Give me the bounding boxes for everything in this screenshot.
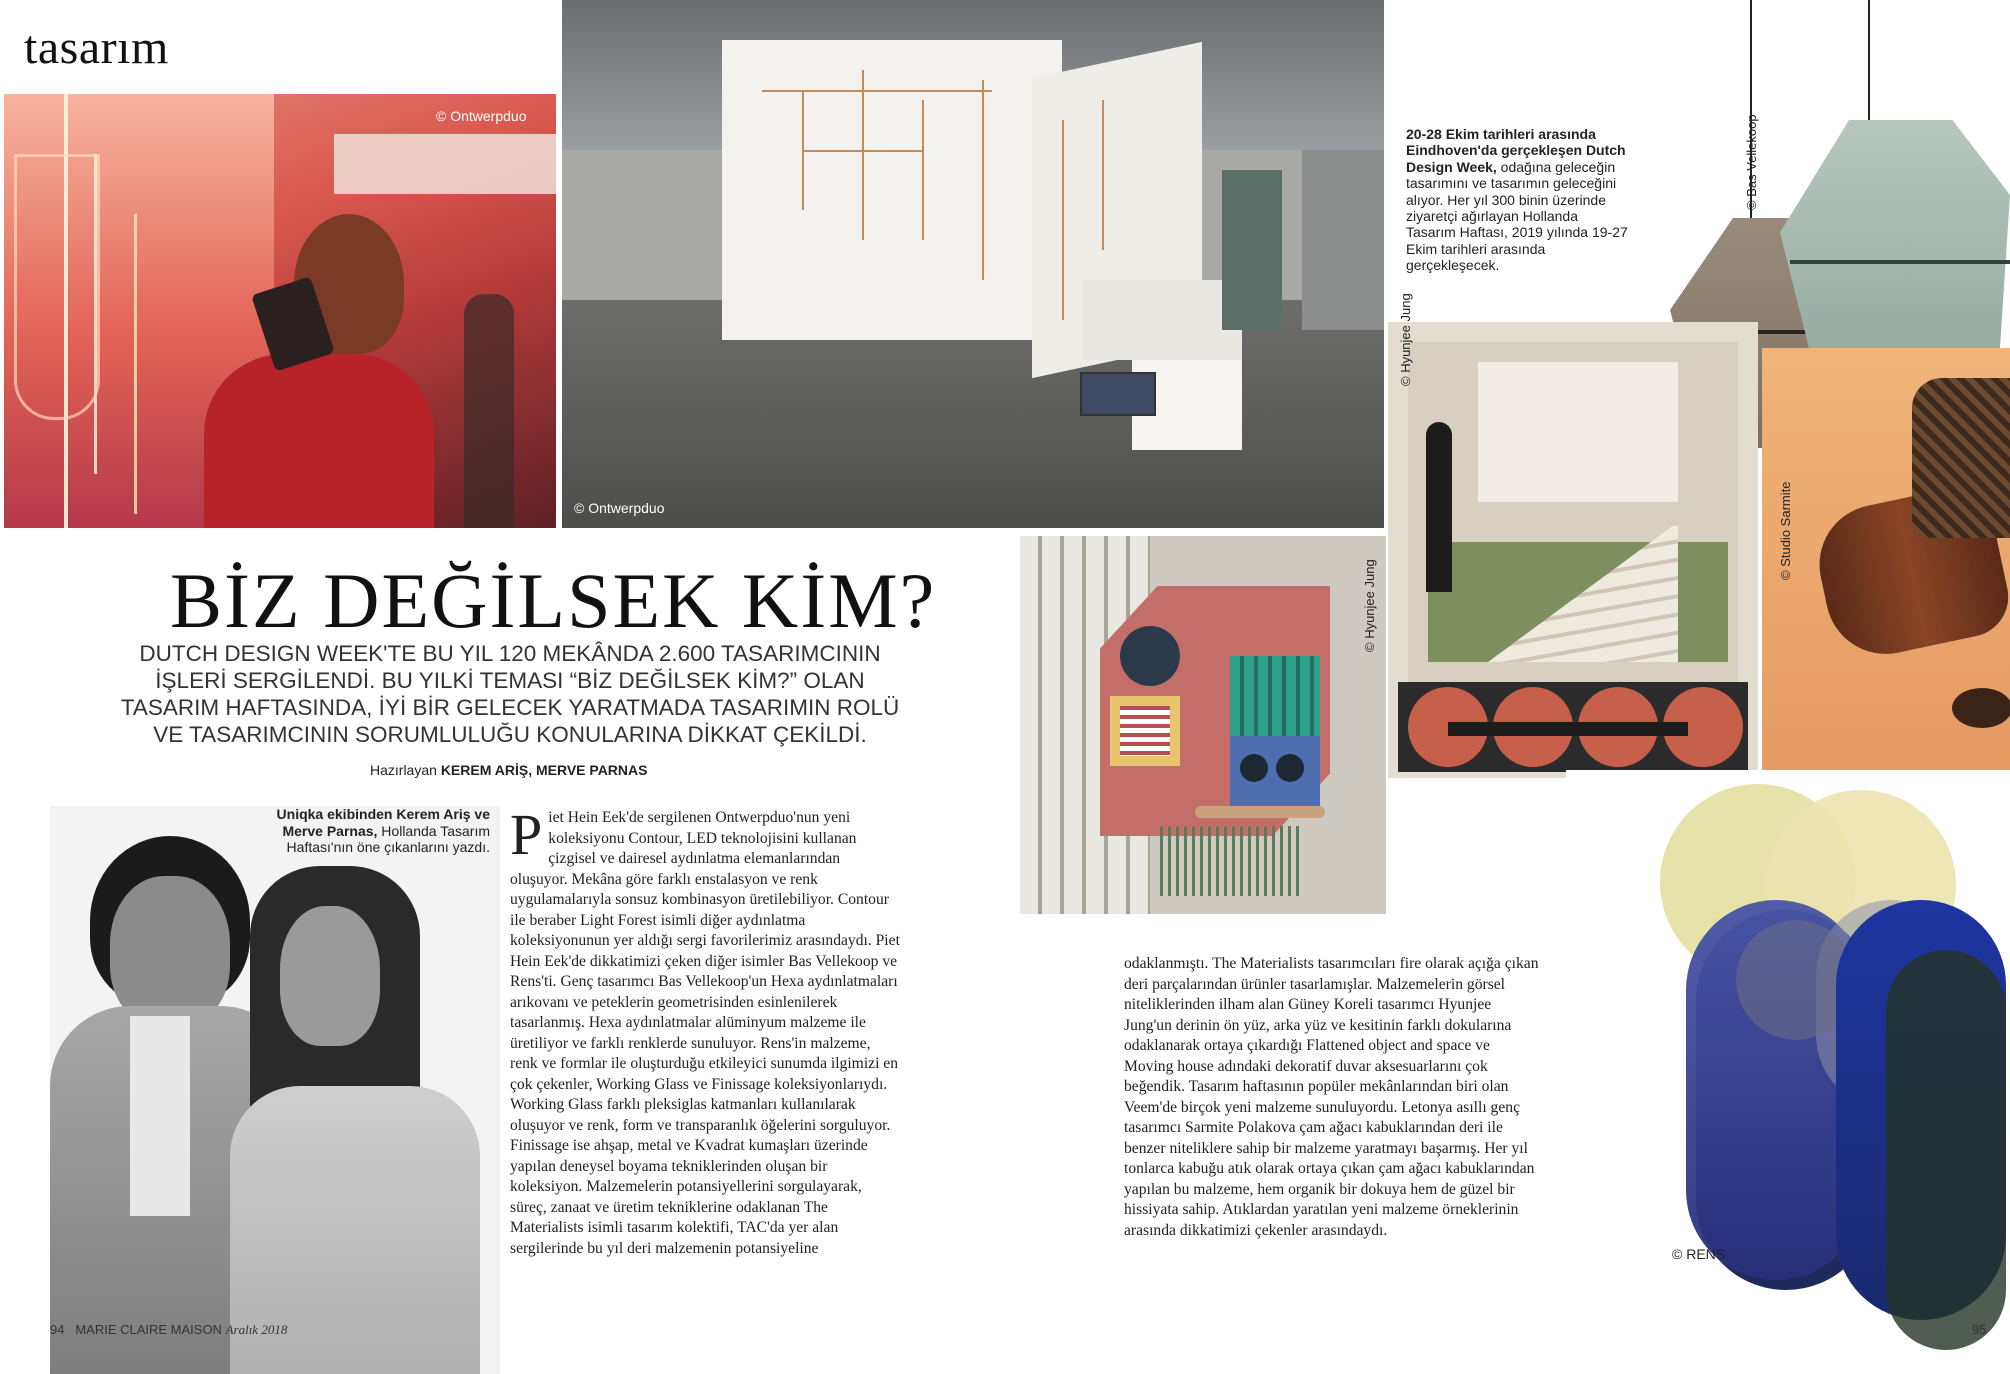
body-text-col2: odaklanmıştı. The Materialists tasarımcıları fire olarak açığa çıkan deri parçalarından ürünler tasarlamışlar. Malzemelerin görsel niteliklerinden ilham alan Güney Koreli tasarımcı Hyunjee Jung'un derinin ön yüz, arka yüz ve kesitinin farklı dokularına odaklanarak ortaya çıkardığı Flattened object and space ve Moving house adındaki dekoratif duvar aksesuarlarını çok beğendik. Tasarım haftasının popüler mekânlarından biri olan Veem'de birçok yeni malzeme sunuluyordu. Letonya asıllı genç tasarımcı Sarmite Polakova çam ağacı kabuklarından deri ile benzer niteliklere sahip bir malzeme yaratmayı başarmış. Her yıl tonlarca kabuğu atık olarak ortaya çıkan çam ağacı kabuklarından yapılan bu malzeme, hem organik bir dokuya hem de güzel bir hissiyata sahip. Atıklardan yaratılan yeni malzeme örneklerinin arasında dikkatimizi çekenler arasındaydı.	[1124, 955, 1539, 1239]
photo-credit: © Hyunjee Jung	[1398, 293, 1413, 386]
intro-caption: 20-28 Ekim tarihleri arasında Eindhoven'da gerçekleşen Dutch Design Week, odağına geleceğin tasarımını ve tasarımın geleceğini alıyor. Her yıl 300 binin üzerinde ziyaretçi ağırlayan Hollanda Tasarım Haftası, 2019 yılında 19-27 Ekim tarihleri arasında gerçekleşecek.	[1406, 126, 1628, 274]
body-column-2	[1124, 954, 1540, 1241]
photo-flattened-object	[1388, 322, 1758, 778]
photo-light-installation	[4, 94, 556, 528]
photo-credit: © Studio Sarmite	[1778, 481, 1793, 580]
photo-credit: © Ontwerpduo	[574, 500, 665, 516]
footer-left	[50, 1322, 287, 1338]
body-text-col1: iet Hein Eek'de sergilenen Ontwerpduo'nun yeni koleksiyonu Contour, LED teknolojisini kullanan çizgisel ve dairesel aydınlatma elemanlarından oluşuyor. Mekâna göre farklı enstalasyon ve renk uygulamalarıyla sonsuz kombinasyon üretilebiliyor. Contour ile beraber Light Forest isimli diğer aydınlatma koleksiyonunun yer aldığı sergi favorilerimiz arasındaydı. Piet Hein Eek'de dikkatimizi çeken diğer isimler Bas Vellekoop ve Rens'ti. Genç tasarımcı Bas Vellekoop'un Hexa aydınlatmaları arıkovanı ve peteklerin geometrisinden esinlenilerek tasarlanmış. Hexa aydınlatmalar alüminyum malzeme ile üretiliyor ve farklı renklerde sunuluyor. Rens'in malzeme, renk ve formlar ile oluşturduğu etkileyici sunumda ilgimizi en çok çekenler, Working Glass ve Finissage koleksiyonlarıydı. Working Glass farklı pleksiglas katmanları kullanılarak oluşuyor ve renk, form ve transparanlık öğelerini sorguluyor. Finissage ise ahşap, metal ve Kvadrat kumaşları üzerinde yapılan deneysel boyama tekniklerinden oluşan bir koleksiyon. Malzemelerin potansiyellerini sorgulayarak, süreç, zanaat ve üretim tekniklerine odaklanan The Materialists isimli tasarım kolektifi, TAC'da yer alan sergilerinde bu yıl deri malzemenin potansiyeline	[510, 809, 900, 1257]
portrait-caption: Uniqka ekibinden Kerem Ariş ve Merve Parnas, Hollanda Tasarım Haftası'nın öne çıkanlarını yazdı.	[276, 806, 490, 855]
page-number-right: 95	[1972, 1322, 1987, 1337]
headline: BİZ DEĞİLSEK KİM?	[170, 557, 937, 644]
photo-credit: © Ontwerpduo	[436, 108, 527, 124]
byline: Hazırlayan KEREM ARİŞ, MERVE PARNAS	[370, 762, 648, 778]
dropcap: P	[510, 802, 543, 867]
magazine-name: MARIE CLAIRE MAISON	[75, 1322, 222, 1337]
page-number-left: 94	[50, 1322, 65, 1337]
photo-working-glass	[1566, 770, 2010, 1374]
photo-bark-material	[1762, 348, 2010, 780]
photo-credit: © Hyunjee Jung	[1362, 559, 1377, 652]
body-column-1	[510, 802, 900, 1259]
deck: DUTCH DESIGN WEEK'TE BU YIL 120 MEKÂNDA 2.600 TASARIMCININ İŞLERİ SERGİLENDİ. BU YILKİ TEMASI “BİZ DEĞİLSEK KİM?” OLAN TASARIM HAFTASINDA, İYİ BİR GELECEK YARATMADA TASARIMIN ROLÜ VE TASARIMCININ SORUMLULUĞU KONULARINA DİKKAT ÇEKİLDİ.	[120, 641, 900, 747]
photo-moving-house	[1020, 536, 1386, 914]
photo-portrait	[50, 806, 500, 1374]
photo-exhibition-wall	[562, 0, 1384, 528]
issue-date: Aralık 2018	[225, 1322, 288, 1337]
photo-credit: © RENS	[1672, 1246, 1726, 1262]
section-label: tasarım	[24, 21, 169, 74]
photo-credit: © Bas Vellekoop	[1744, 114, 1759, 210]
